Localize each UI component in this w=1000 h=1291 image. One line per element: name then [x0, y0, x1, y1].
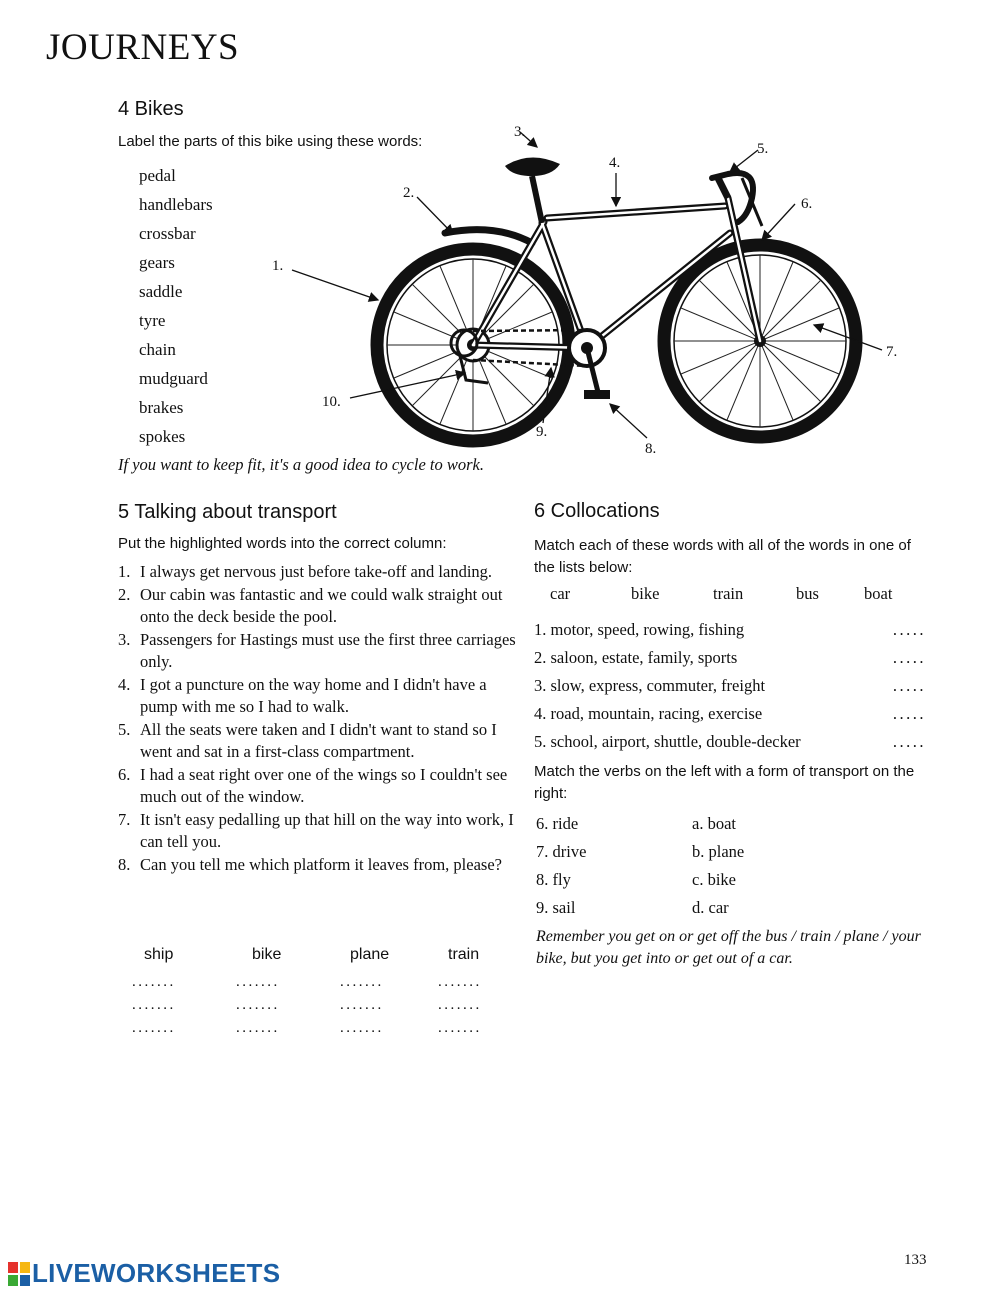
sentence-number: 6. [118, 764, 131, 784]
collocation-answer-blank[interactable]: ..... [892, 676, 926, 695]
seat-post [532, 176, 542, 223]
sentence-item [118, 809, 516, 854]
sentence-text: I had a seat right over one of the wings so I couldn't see much out of the window. [140, 764, 508, 806]
collocation-word-bike: bike [631, 584, 660, 603]
word-gears: gears [139, 253, 175, 272]
saddle [505, 157, 560, 176]
collocation-answer-blank[interactable]: ..... [892, 648, 926, 667]
sentence-number: 3. [118, 629, 131, 649]
column-ship: ship [144, 946, 174, 963]
verb-item: 6. ride [536, 814, 579, 833]
word-spokes: spokes [139, 427, 186, 446]
callout-9: 9. [536, 424, 548, 440]
transport-item: a. boat [692, 814, 736, 833]
word-mudguard: mudguard [139, 369, 208, 388]
page-number: 133 [904, 1252, 927, 1268]
answer-blank[interactable]: ....... [236, 974, 280, 990]
transport-list [692, 814, 842, 926]
column-plane: plane [350, 946, 390, 963]
column-bike: bike [252, 946, 282, 963]
collocation-row [534, 704, 926, 732]
sentence-number: 8. [118, 854, 131, 874]
sentence-text: Passengers for Hastings must use the first three carriages only. [140, 629, 516, 671]
answer-blank[interactable]: ....... [340, 1020, 384, 1036]
sentence-text: I always get nervous just before take-off and landing. [140, 562, 493, 581]
callout-3: 3. [514, 124, 526, 140]
callout-4: 4. [609, 155, 621, 171]
answer-blank[interactable]: ....... [132, 1020, 176, 1036]
transport-sentences [118, 561, 516, 876]
sentence-number: 4. [118, 674, 131, 694]
callout-1: 1. [272, 258, 284, 274]
callout-2: 2. [403, 185, 415, 201]
section-5-heading: 5 Talking about transport [118, 501, 337, 523]
word-saddle: saddle [139, 282, 183, 301]
callout-5: 5. [757, 141, 769, 157]
sentence-text: All the seats were taken and I didn't want to stand so I went and sat in a first-class compartment. [140, 719, 497, 761]
collocation-row [534, 732, 926, 760]
collocation-list: 2. saloon, estate, family, sports [534, 648, 738, 667]
column-train: train [448, 946, 480, 963]
verb-item: 8. fly [536, 870, 571, 889]
section-6-instruction-1: Match each of these words with all of the words in one of the lists below: [534, 537, 911, 576]
page-title: JOURNEYS [46, 27, 240, 68]
collocation-word-boat: boat [864, 584, 893, 603]
transport-item: b. plane [692, 842, 745, 861]
collocation-row [534, 620, 926, 648]
collocation-answer-blank[interactable]: ..... [892, 620, 926, 639]
word-handlebars: handlebars [139, 195, 213, 214]
bike-diagram [260, 118, 920, 463]
sentence-item [118, 764, 516, 809]
collocation-row [534, 648, 926, 676]
callout-7: 7. [886, 344, 898, 360]
mudguard [445, 230, 532, 243]
answer-blank[interactable]: ....... [236, 997, 280, 1013]
callout-6: 6. [801, 196, 813, 212]
answer-blank[interactable]: ....... [438, 974, 482, 990]
collocation-word-car: car [550, 584, 571, 603]
answer-blank[interactable]: ....... [340, 974, 384, 990]
word-chain: chain [139, 340, 176, 359]
transport-item: c. bike [692, 870, 736, 889]
section-6-instruction-2: Match the verbs on the left with a form of transport on the right: [534, 763, 915, 802]
sentence-item [118, 674, 516, 719]
collocation-list: 3. slow, express, commuter, freight [534, 676, 766, 695]
collocation-row [534, 676, 926, 704]
sentence-number: 2. [118, 584, 131, 604]
collocation-answer-blank[interactable]: ..... [892, 732, 926, 751]
bike-word-list [139, 164, 259, 454]
section-4-instruction: Label the parts of this bike using these words: [118, 133, 423, 150]
answer-blank[interactable]: ....... [132, 997, 176, 1013]
liveworksheets-icon [8, 1262, 30, 1286]
sentence-item [118, 584, 516, 629]
transport-item: d. car [692, 898, 729, 917]
liveworksheets-logo [8, 1258, 280, 1289]
section-4-heading: 4 Bikes [118, 98, 184, 120]
sentence-number: 5. [118, 719, 131, 739]
stem [718, 178, 728, 198]
pedal [584, 390, 610, 399]
collocation-list: 4. road, mountain, racing, exercise [534, 704, 763, 723]
sentence-item [118, 719, 516, 764]
word-crossbar: crossbar [139, 224, 196, 243]
verb-item: 7. drive [536, 842, 587, 861]
sentence-item [118, 561, 516, 584]
section-6-remember-note: Remember you get on or get off the bus / train / plane / your bike, but you get into or get out of a car. [536, 928, 921, 967]
collocation-list: 5. school, airport, shuttle, double-decker [534, 732, 801, 751]
section-6-heading: 6 Collocations [534, 500, 660, 522]
section-5-instruction: Put the highlighted words into the correct column: [118, 535, 447, 552]
collocation-word-train: train [713, 584, 744, 603]
collocation-lists [534, 620, 926, 760]
sentence-number: 1. [118, 562, 131, 581]
sentence-text: It isn't easy pedalling up that hill on the way into work, I can tell you. [140, 809, 514, 851]
answer-blank[interactable]: ....... [132, 974, 176, 990]
section-4-tip: If you want to keep fit, it's a good idea to cycle to work. [118, 455, 484, 474]
collocation-word-bus: bus [796, 584, 819, 603]
callout-8: 8. [645, 441, 657, 457]
answer-blank[interactable]: ....... [236, 1020, 280, 1036]
sentence-number: 7. [118, 809, 131, 829]
sentence-text: I got a puncture on the way home and I didn't have a pump with me so I had to walk. [140, 674, 487, 716]
word-brakes: brakes [139, 398, 184, 417]
verb-list [536, 814, 686, 926]
collocation-list: 1. motor, speed, rowing, fishing [534, 620, 745, 639]
answer-blank[interactable]: ....... [438, 997, 482, 1013]
answer-blank[interactable]: ....... [340, 997, 384, 1013]
sentence-text: Our cabin was fantastic and we could walk straight out onto the deck beside the pool. [140, 584, 503, 626]
verb-item: 9. sail [536, 898, 576, 917]
sentence-item [118, 629, 516, 674]
brand-name: LIVEWORKSHEETS [32, 1258, 281, 1288]
sentence-text: Can you tell me which platform it leaves from, please? [140, 854, 502, 874]
callout-10: 10. [322, 394, 341, 410]
collocation-answer-blank[interactable]: ..... [892, 704, 926, 723]
sentence-item [118, 854, 516, 877]
word-tyre: tyre [139, 311, 166, 330]
word-pedal: pedal [139, 166, 176, 185]
answer-blank[interactable]: ....... [438, 1020, 482, 1036]
